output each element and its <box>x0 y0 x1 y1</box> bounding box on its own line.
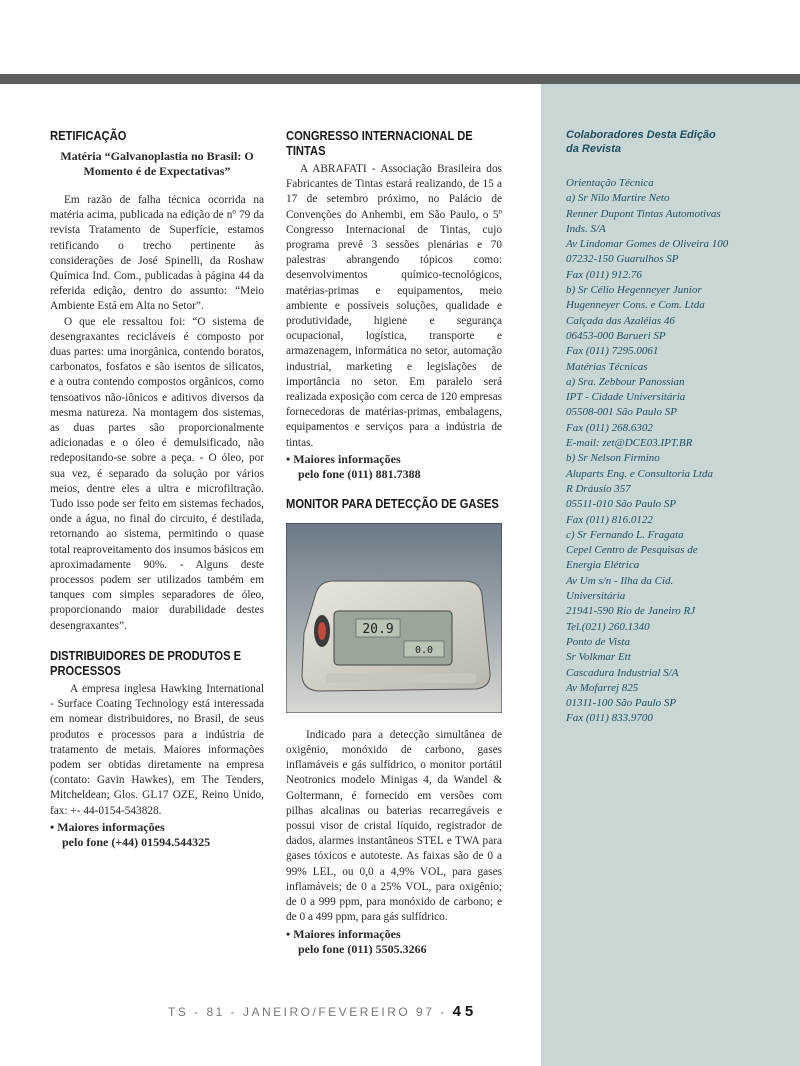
colaboradores-line: b) Sr Nelson Firmino <box>566 452 660 465</box>
colaboradores-line: b) Sr Célio Hegenneyer Junior <box>566 284 702 297</box>
colaboradores-line: Calçada das Azaléias 46 <box>566 314 675 327</box>
colaboradores-line: 21941-590 Rio de Janeiro RJ <box>566 605 696 618</box>
retificacao-subtitle: Matéria “Galvanoplastia no Brasil: O Momento é de Expectativas” <box>60 149 254 178</box>
monitor-bullet-1: • Maiores informações <box>286 926 401 941</box>
colaboradores-line: 05508-001 São Paulo SP <box>566 406 677 419</box>
colaboradores-line: Cascadura Industrial S/A <box>566 666 679 679</box>
colaboradores-line: Fax (011) 7295.0061 <box>566 345 659 358</box>
colaboradores-title <box>566 128 786 156</box>
page-number: 45 <box>452 1003 478 1020</box>
colaboradores-line: Fax (011) 833.9700 <box>566 712 653 725</box>
retificacao-paragraph-2: O que ele ressaltou foi: “O sistema de desengraxantes recicláveis é composto por duas partes: uma inorgânica, contendo boratos, carbonatos, fosfatos e são isentos de silicatos, e a outra contendo compostos orgânicos, como tensoativos não-iônicos e aditivos diversos da mesma natureza. Na montagem dos sistemas, as duas partes são proporcionalmente adicionadas e o óleo é demulsificado, não redepositando-se sobre a peça. - O óleo, por sua vez, é separado da solução por vários meios, dentre eles a ultra e microfiltração. Tudo isso pode ser feito em sistemas fechados, onde a água, no final do circuito, é destilada, retornando ao sistema, permitindo o quase total reaproveitamento dos insumos básicos em aproximadamente 90%. - Alguns deste processos podem ser utilizados também em tanques com simples separadores de óleo, proporcionando maior durabilidade destes desengraxantes”. <box>50 315 264 632</box>
retificacao-title: RETIFICAÇÃO <box>50 128 127 143</box>
colaboradores-line: Ponto de Vista <box>566 635 630 648</box>
colaboradores-line: Inds. S/A <box>566 222 606 235</box>
svg-text:0.0: 0.0 <box>414 644 434 656</box>
colaboradores-line: Fax (011) 816.0122 <box>566 513 653 526</box>
column-left <box>50 128 264 850</box>
congresso-phone: pelo fone (011) 881.7388 <box>298 466 421 481</box>
colaboradores-line: c) Sr Fernando L. Fragata <box>566 528 684 541</box>
colaboradores-line: IPT - Cidade Universitária <box>566 391 686 404</box>
colaboradores-line: Cepel Centro de Pesquisas de <box>566 544 698 557</box>
footer-issue: TS - 81 - JANEIRO/FEVEREIRO 97 - <box>168 1005 447 1019</box>
colaboradores-line: Matérias Técnicas <box>566 360 648 373</box>
colaboradores-title-line-2: da Revista <box>566 143 622 155</box>
colaboradores-line: Av Mofarrej 825 <box>566 681 639 694</box>
colaboradores-line: Av Um s/n - Ilha da Cid. <box>566 574 674 587</box>
colaboradores-line: R Dráusio 357 <box>566 482 631 495</box>
colaboradores-line: Universitária <box>566 590 626 603</box>
congresso-title: CONGRESSO INTERNACIONAL DE TINTAS <box>286 128 473 158</box>
colaboradores-line: Energia Elétrica <box>566 559 640 572</box>
colaboradores-line: 06453-000 Barueri SP <box>566 329 666 342</box>
congresso-paragraph: A ABRAFATI - Associação Brasileira dos Fabricantes de Tintas estará realizando, de 15 a 17 de setembro próximo, no Palácio de Convenções do Anhembi, em São Paulo, o 5º Congresso Internacional de Tintas, cujo programa prevê 3 sessões plenárias e 70 palestras abrangendo tópicos como: desenvolvimentos químico-tecnológicos, matérias-primas e equipamentos, meio ambiente e possíveis soluções, qualidade e produtividade, higiene e segurança ocupacional, logística, transporte e armazenagem, informática no setor, automação industrial, marketing e legislações de importância no setor. Em paralelo será realizada exposição com cerca de 120 empresas fornecedoras de matérias-primas, embalagens, equipamentos e serviços para a indústria de tintas. <box>286 163 502 449</box>
monitor-paragraph: Indicado para a detecção simultânea de oxigênio, monóxido de carbono, gases inflamáveis e gás sulfídrico, o monitor portátil Neotronics modelo Minigas 4, da Wandel & Goltermann, é fornecido em versões com pilhas alcalinas ou baterias recarregáveis e possui visor de cristal líquido, registrador de dados, alarmes instantâneos STEL e TWA para gases tóxicos e autoteste. As faixas são de 0 a 99% LEL, ou 0,0 a 4,9% VOL, para gases inflamáveis; de 0 a 25% VOL, para oxigênio; de 0 a 999 ppm, para monóxido de carbono; e de 0 a 499 ppm, para gás sulfídrico. <box>286 728 502 924</box>
monitor-phone: pelo fone (011) 5505.3266 <box>298 941 427 956</box>
column-middle <box>286 128 502 957</box>
svg-text:20.9: 20.9 <box>362 621 394 637</box>
colaboradores-line: 05511-010 São Paulo SP <box>566 498 677 511</box>
distribuidores-phone: pelo fone (+44) 01594.544325 <box>62 834 211 849</box>
colaboradores-line: 07232-150 Guarulhos SP <box>566 253 679 266</box>
monitor-title: MONITOR PARA DETECÇÃO DE GASES <box>286 495 499 511</box>
distribuidores-bullet-1: • Maiores informações <box>50 819 165 834</box>
distribuidores-contact <box>50 820 264 850</box>
colaboradores-line: Sr Volkmar Ett <box>566 651 631 664</box>
colaboradores-line: Tel.(021) 260.1340 <box>566 620 650 633</box>
colaboradores-line: a) Sra. Zebbour Panossian <box>566 375 685 388</box>
congresso-bullet-1: • Maiores informações <box>286 451 401 466</box>
colaboradores-line: Av Lindomar Gomes de Oliveira 100 <box>566 238 729 251</box>
colaboradores-line: Aluparts Eng. e Consultoria Ltda <box>566 467 713 480</box>
colaboradores-line: Renner Dupont Tintas Automotivas <box>566 207 721 220</box>
colaboradores-line: E-mail: zet@DCE03.IPT.BR <box>566 437 693 450</box>
colaboradores-line: Hugenneyer Cons. e Com. Ltda <box>566 299 705 312</box>
colaboradores-line: Orientação Técnica <box>566 177 654 189</box>
top-rule <box>0 74 800 84</box>
colaboradores-title-line-1: Colaboradores Desta Edição <box>566 129 716 141</box>
congresso-contact <box>286 452 502 482</box>
page-footer <box>168 1003 477 1020</box>
monitor-contact <box>286 927 502 957</box>
retificacao-paragraph-1: Em razão de falha técnica ocorrida na matéria acima, publicada na edição de nº 79 da revista Tratamento de Superfície, estamos retificando o trecho pertinente às considerações de José Spinelli, da Roshaw Química Ind. Com., publicadas à página 44 da referida edição, dentro do assunto: “Meio Ambiente Está em Alta no Setor”. <box>50 194 264 313</box>
colaboradores-line: 01311-100 São Paulo SP <box>566 697 677 710</box>
colaboradores-line: Fax (011) 268.6302 <box>566 421 653 434</box>
colaboradores-panel <box>566 128 786 727</box>
colaboradores-list <box>566 176 786 727</box>
distribuidores-title: DISTRIBUIDORES DE PRODUTOS E PROCESSOS <box>50 647 242 678</box>
colaboradores-line: Fax (011) 912.76 <box>566 268 642 281</box>
distribuidores-paragraph: A empresa inglesa Hawking International - Surface Coating Technology está interessada em nomear distribuidores, no Brasil, de seus produtos e processos para a indústria de tratamento de metais. Maiores informações podem ser obtidas diretamente na empresa (contato: Gavin Hawkes), em The Tenders, Mitcheldean; Glos. GL17 OZE, Reino Unido, fax: +- 44-0154-543828. <box>50 682 264 817</box>
colaboradores-line: a) Sr Nilo Martire Neto <box>566 192 670 205</box>
gas-monitor-photo <box>286 523 502 713</box>
